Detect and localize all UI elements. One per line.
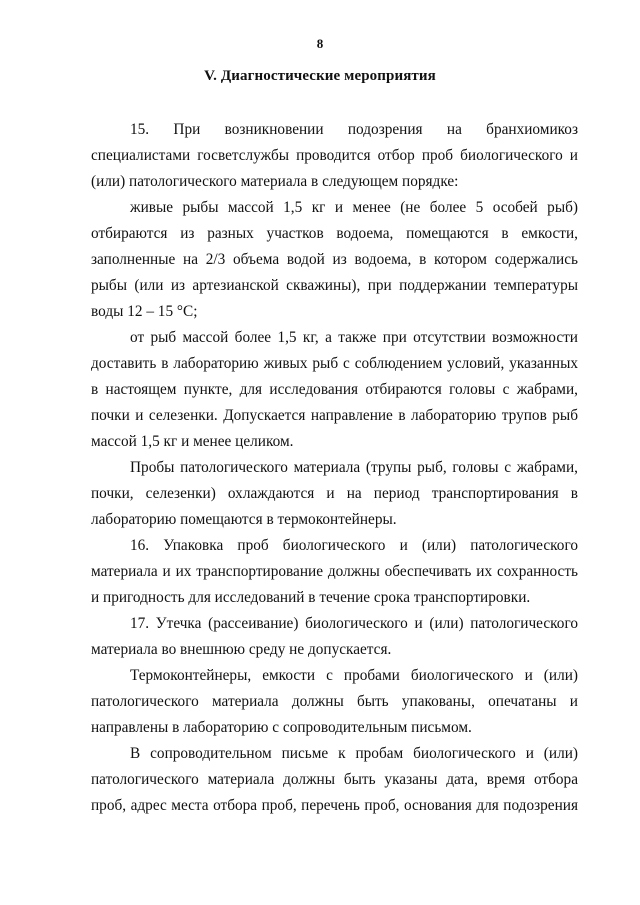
paragraph-large-fish: от рыб массой более 1,5 кг, а также при отсутствии возможности доставить в лабораторию живых рыб с соблюдением условий, указанных в настоящем пункте, для исследования отбираются головы с жабрами, почки и селезенки. Допускается направление в лабораторию трупов рыб массой 1,5 кг и менее целиком. bbox=[91, 329, 578, 450]
paragraph-17: 17. Утечка (рассеивание) биологического и (или) патологического материала во внешнюю среду не допускается. bbox=[91, 615, 578, 658]
paragraph-15: 15. При возникновении подозрения на бранхиомикоз специалистами госветслужбы проводится отбор проб биологического и (или) патологического материала в следующем порядке: bbox=[91, 121, 578, 190]
paragraph-samples: Пробы патологического материала (трупы рыб, головы с жабрами, почки, селезенки) охлаждаются и на период транспортирования в лабораторию помещаются в термоконтейнеры. bbox=[91, 459, 578, 528]
body-text bbox=[91, 117, 578, 819]
section-title: V. Диагностические мероприятия bbox=[204, 68, 436, 84]
page-number: 8 bbox=[316, 36, 324, 51]
paragraph-live-fish: живые рыбы массой 1,5 кг и менее (не более 5 особей рыб) отбираются из разных участков водоема, помещаются в емкости, заполненные на 2/3 объема водой из водоема, в котором содержались рыбы (или из артезианской скважины), при поддержании температуры воды 12 – 15 °С; bbox=[91, 199, 578, 320]
paragraph-containers: Термоконтейнеры, емкости с пробами биологического и (или) патологического материала должны быть упакованы, опечатаны и направлены в лабораторию с сопроводительным письмом. bbox=[91, 667, 578, 736]
paragraph-cover-letter: В сопроводительном письме к пробам биологического и (или) патологического материала должны быть указаны дата, время отбора проб, адрес места отбора проб, перечень проб, основания для подозрения bbox=[91, 745, 578, 814]
paragraph-16: 16. Упаковка проб биологического и (или) патологического материала и их транспортирование должны обеспечивать их сохранность и пригодность для исследований в течение срока транспортировки. bbox=[91, 537, 578, 606]
